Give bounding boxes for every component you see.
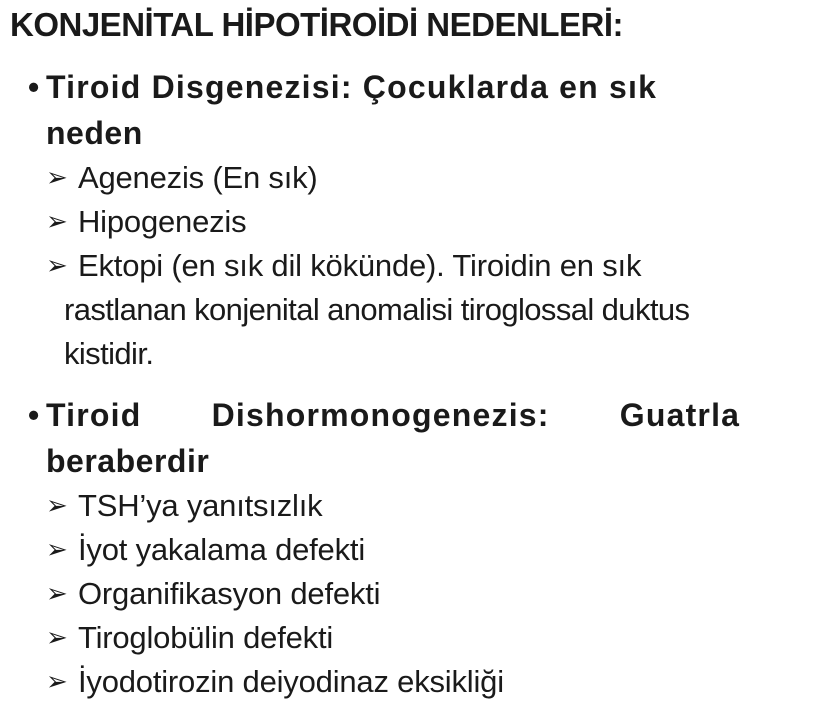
list-item-text: İyodotirozin deiyodinaz eksikliği: [78, 664, 504, 699]
list-item: [28, 244, 813, 376]
list-item-continuation: rastlanan konjenital anomalisi tiroglossal duktus: [64, 292, 690, 327]
list-item: [28, 572, 813, 616]
list-item-text: İyot yakalama defekti: [78, 532, 366, 567]
list-item-text: Hipogenezis: [78, 204, 247, 239]
cause-list: [28, 484, 813, 704]
section-heading-line1: Tiroid Disgenezisi: Çocuklarda en sık: [46, 69, 658, 105]
arrow-bullet-icon: ➢: [46, 667, 68, 697]
list-item-text: Agenezis (En sık): [78, 160, 318, 195]
section-heading-line2: beraberdir: [46, 443, 210, 479]
arrow-bullet-icon: ➢: [46, 207, 68, 237]
list-item-continuation: kistidir.: [64, 336, 154, 371]
list-item: [28, 528, 813, 572]
list-item: [28, 156, 813, 200]
arrow-bullet-icon: ➢: [46, 251, 68, 281]
section-heading: [28, 392, 813, 484]
cause-list: [28, 156, 813, 376]
bullet-icon: •: [28, 397, 41, 433]
list-item-text: Tiroglobülin defekti: [78, 620, 334, 655]
list-item: [28, 660, 813, 704]
page-title: KONJENİTAL HİPOTİROİDİ NEDENLERİ:: [10, 6, 623, 43]
arrow-bullet-icon: ➢: [46, 163, 68, 193]
section-heading: [28, 64, 813, 156]
list-item: [28, 200, 813, 244]
list-item: [28, 616, 813, 660]
section-heading-line1: Tiroid Dishormonogenezis: Guatrla: [46, 397, 741, 433]
arrow-bullet-icon: ➢: [46, 491, 68, 521]
list-item-text: TSH’ya yanıtsızlık: [78, 488, 323, 523]
section-tiroid-dishormonogenezis: [28, 392, 813, 704]
arrow-bullet-icon: ➢: [46, 623, 68, 653]
list-item: [28, 484, 813, 528]
list-item-text: Ektopi (en sık dil kökünde). Tiroidin en sık: [78, 248, 642, 283]
list-item-text: Organifikasyon defekti: [78, 576, 381, 611]
section-tiroid-disgenezisi: [28, 64, 813, 376]
section-heading-line2: neden: [46, 115, 143, 151]
arrow-bullet-icon: ➢: [46, 579, 68, 609]
arrow-bullet-icon: ➢: [46, 535, 68, 565]
bullet-icon: •: [28, 69, 41, 105]
